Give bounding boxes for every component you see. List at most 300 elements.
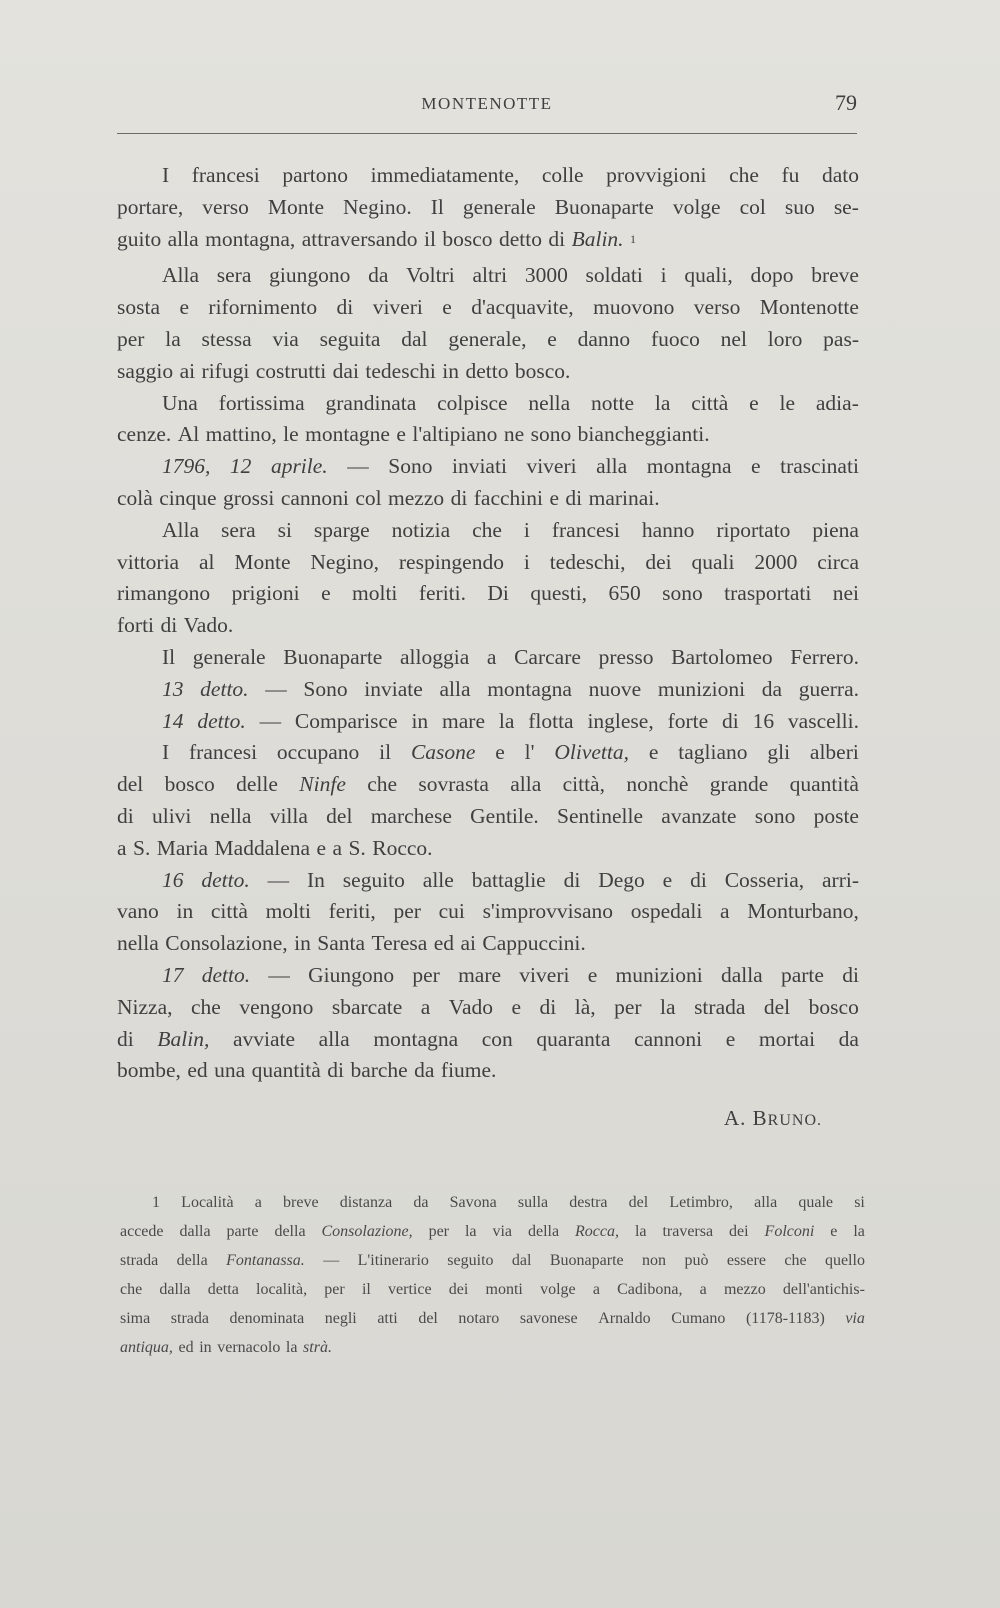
word: notizia: [391, 517, 451, 542]
word: Folconi: [764, 1223, 815, 1240]
word: molti: [352, 581, 398, 606]
word: montagna: [646, 454, 732, 479]
word: bombe,: [117, 1058, 181, 1083]
word: Cadibona,: [617, 1281, 683, 1298]
word: inviate: [364, 676, 423, 701]
word: montagna,: [205, 226, 296, 251]
word: di: [336, 295, 354, 320]
word: d'acquavite,: [471, 295, 574, 320]
word: Negino.: [343, 194, 412, 219]
word: per: [412, 962, 440, 987]
word: vano: [117, 899, 159, 924]
word: Alla: [162, 517, 200, 542]
word: fiume.: [440, 1058, 497, 1083]
text-line: [117, 356, 859, 388]
word: mezzo: [723, 1281, 766, 1298]
word: viveri: [519, 962, 570, 987]
word: Gentile.: [470, 803, 539, 828]
text-line: [117, 833, 859, 865]
word: molti: [265, 899, 311, 924]
word: —: [268, 962, 290, 987]
word: sulla: [517, 1194, 549, 1211]
word: detto.: [201, 962, 251, 987]
word: parte: [780, 962, 824, 987]
word: ed: [433, 931, 455, 956]
page-number: 79: [835, 90, 857, 115]
word: partono: [282, 163, 349, 187]
word: cinque: [159, 485, 217, 510]
word: quantità: [789, 772, 859, 797]
word: ulivi: [151, 803, 192, 828]
word: di: [565, 485, 583, 510]
word: monti: [485, 1281, 523, 1298]
word: mezzo: [388, 485, 445, 510]
word: denominata: [229, 1310, 305, 1327]
word: alla: [318, 1026, 350, 1051]
word: sbarcate: [331, 994, 403, 1019]
word: e: [587, 962, 598, 987]
word: alla: [754, 1194, 778, 1211]
word: Il: [162, 644, 176, 669]
word: della: [527, 1223, 560, 1240]
word: Maddalena: [214, 835, 311, 860]
word: questi,: [530, 581, 588, 606]
word: mare: [458, 962, 502, 987]
word: alla: [167, 226, 199, 251]
word: essere: [726, 1252, 766, 1269]
word: l'altipiano: [412, 422, 498, 447]
word: Dego: [598, 867, 645, 892]
word: biancheggianti.: [577, 422, 710, 447]
word: la: [654, 390, 671, 415]
footnote-line: [120, 1246, 865, 1275]
word: alberi: [809, 740, 859, 765]
word: accede: [120, 1223, 164, 1240]
word: sovrasta: [418, 772, 489, 797]
word: forti: [117, 613, 155, 638]
word: seguita: [319, 326, 381, 351]
word: quantità: [251, 1058, 321, 1083]
word: Di: [487, 581, 509, 606]
word: Voltri: [406, 263, 455, 288]
text-line: [117, 224, 859, 261]
word: via: [845, 1310, 865, 1327]
word: che: [729, 163, 759, 187]
word: Sono: [303, 676, 348, 701]
word: e: [396, 422, 406, 447]
body-text: [117, 160, 859, 1087]
word: Ninfe: [299, 772, 346, 797]
text-line: [117, 192, 859, 224]
word: detto.: [201, 867, 250, 892]
word: dei: [645, 549, 672, 574]
word: dalla: [179, 1223, 211, 1240]
word: Casone: [410, 740, 476, 765]
word: di: [563, 867, 581, 892]
word: Ferrero.: [790, 644, 859, 669]
word: 650: [608, 581, 641, 606]
word: a: [117, 835, 127, 860]
page-header: [117, 88, 857, 128]
word: per: [393, 899, 421, 924]
word: e: [749, 390, 759, 415]
word: fu: [781, 163, 800, 187]
word: suo: [784, 194, 815, 219]
word: dal: [511, 1252, 532, 1269]
word: di: [327, 1058, 344, 1083]
word: che: [784, 1252, 807, 1269]
word: montagne: [305, 422, 390, 447]
word: città: [691, 390, 729, 415]
text-line: [117, 737, 859, 769]
word: dopo: [750, 263, 794, 288]
word: bosco: [808, 994, 859, 1019]
word: piena: [812, 517, 859, 542]
word: strada: [694, 994, 746, 1019]
word: ospedali: [630, 899, 703, 924]
word: e: [725, 1026, 736, 1051]
word: notte: [591, 390, 635, 415]
word: in: [199, 1339, 212, 1356]
word: vernacolo: [217, 1339, 281, 1356]
text-line: [117, 483, 859, 515]
word: circa: [817, 549, 859, 574]
word: la: [498, 708, 515, 733]
word: Vado: [448, 994, 493, 1019]
word: montagna: [487, 676, 572, 701]
text-line: [117, 451, 859, 483]
word: si: [277, 517, 292, 542]
word: prigioni: [231, 581, 300, 606]
word: Vado.: [183, 613, 234, 638]
word: nei: [832, 581, 859, 606]
word: Rocca,: [575, 1223, 619, 1240]
word: Una: [162, 390, 198, 415]
word: il: [423, 226, 436, 251]
word: 2000: [754, 549, 798, 574]
word: inglese,: [587, 708, 654, 733]
word: —: [347, 454, 369, 479]
word: ai: [460, 931, 476, 956]
word: e: [751, 454, 761, 479]
word: s'improvvisano: [482, 899, 614, 924]
text-line: [117, 992, 859, 1024]
word: Sono: [388, 454, 433, 479]
word: Giungono: [308, 962, 395, 987]
word: da: [413, 1194, 429, 1211]
word: e: [511, 994, 522, 1019]
word: 13: [162, 676, 184, 701]
word: alla: [510, 772, 542, 797]
word: Il: [430, 194, 444, 219]
text-line: [117, 324, 859, 356]
word: munizioni: [615, 962, 703, 987]
word: ne: [503, 422, 525, 447]
text-line: [117, 801, 859, 833]
word: di: [117, 1026, 134, 1051]
footnote-line: [120, 1188, 865, 1217]
word: provvigioni: [606, 163, 707, 187]
word: là,: [574, 994, 596, 1019]
word: arri-: [822, 867, 859, 892]
word: vascelli.: [787, 708, 859, 733]
word: della: [274, 1223, 306, 1240]
word: Negino,: [310, 549, 380, 574]
word: altri: [472, 263, 508, 288]
word: a: [720, 899, 730, 924]
word: battaglie: [471, 867, 546, 892]
word: il: [361, 1281, 371, 1298]
word: inviati: [451, 454, 507, 479]
word: a: [486, 644, 497, 669]
word: a: [254, 1194, 262, 1211]
word: presso: [598, 644, 654, 669]
word: quello: [824, 1252, 865, 1269]
word: Al: [177, 422, 200, 447]
word: località,: [256, 1281, 308, 1298]
word: distanza: [339, 1194, 393, 1211]
text-line: [117, 260, 859, 292]
word: mare: [442, 708, 485, 733]
word: seguito: [342, 867, 405, 892]
signature: [117, 1106, 822, 1131]
word: che: [472, 517, 502, 542]
word: non: [642, 1252, 667, 1269]
word: il: [379, 740, 392, 765]
word: barche: [350, 1058, 408, 1083]
word: generale: [462, 194, 536, 219]
word: —: [267, 867, 290, 892]
word: quale: [798, 1194, 834, 1211]
word: Fontanassa.: [226, 1252, 305, 1269]
word: gli: [767, 740, 791, 765]
word: S.: [132, 835, 151, 860]
word: Nizza,: [117, 994, 173, 1019]
word: fortissima: [218, 390, 305, 415]
word: immediatamente,: [370, 163, 520, 187]
word: sera: [216, 263, 252, 288]
word: colà: [117, 485, 153, 510]
word: che: [367, 772, 398, 797]
footnote-ref: 1: [630, 231, 636, 246]
word: la: [660, 994, 676, 1019]
text-line: [117, 547, 859, 579]
word: a: [332, 835, 343, 860]
word: di: [842, 962, 859, 987]
word: 1796,: [162, 454, 211, 479]
word: l': [524, 740, 535, 765]
word: del: [628, 1194, 649, 1211]
word: I: [162, 740, 170, 765]
word: tedeschi: [365, 358, 436, 383]
word: città: [210, 899, 248, 924]
word: Buonaparte: [549, 1252, 624, 1269]
word: per: [117, 326, 145, 351]
word: e: [547, 326, 557, 351]
text-line: [117, 642, 859, 674]
word: da: [368, 263, 389, 288]
word: Olivetta,: [554, 740, 630, 765]
word: guito: [117, 226, 162, 251]
word: munizioni: [657, 676, 746, 701]
word: la: [634, 1223, 647, 1240]
word: Maria: [156, 835, 209, 860]
word: verso: [202, 194, 249, 219]
word: vertice: [388, 1281, 432, 1298]
word: Monte: [234, 549, 291, 574]
word: ed: [187, 1058, 208, 1083]
word: nuove: [588, 676, 642, 701]
word: portare,: [117, 194, 184, 219]
word: alle: [422, 867, 454, 892]
word: di: [117, 803, 134, 828]
word: e: [442, 295, 452, 320]
word: notaro: [458, 1310, 500, 1327]
word: trasportati: [724, 581, 812, 606]
word: cannoni: [634, 1026, 703, 1051]
word: soldati: [585, 263, 643, 288]
word: di: [450, 485, 468, 510]
word: tedeschi,: [549, 549, 626, 574]
word: per: [324, 1281, 345, 1298]
word: col: [739, 194, 766, 219]
text-line: [117, 419, 859, 451]
word: Carcare: [514, 644, 581, 669]
word: viveri: [372, 295, 423, 320]
word: Monte: [267, 194, 325, 219]
word: breve: [811, 263, 859, 288]
word: quali: [691, 549, 735, 574]
footnote-line: [120, 1304, 865, 1333]
word: forte: [667, 708, 709, 733]
text-line: [117, 160, 859, 192]
word: Balin.: [571, 226, 624, 251]
word: breve: [283, 1194, 319, 1211]
word: traversa: [662, 1223, 714, 1240]
word: le: [779, 390, 796, 415]
word: dato: [821, 163, 859, 187]
word: a: [420, 994, 431, 1019]
word: generale: [192, 644, 266, 669]
word: —: [259, 708, 282, 733]
word: Montenotte: [759, 295, 859, 320]
signature-rest: RUNO.: [767, 1112, 822, 1129]
text-line: [117, 674, 859, 706]
word: dei: [448, 1281, 469, 1298]
word: della: [176, 1252, 208, 1269]
word: detto: [498, 226, 542, 251]
word: dei: [729, 1223, 749, 1240]
word: strà.: [303, 1339, 332, 1356]
text-line: [117, 928, 859, 960]
word: detto.: [197, 708, 246, 733]
word: montagna: [373, 1026, 459, 1051]
word: generale,: [448, 326, 527, 351]
word: nella: [528, 390, 571, 415]
word: del: [326, 803, 353, 828]
word: pas-: [823, 326, 859, 351]
word: Santa: [317, 931, 366, 956]
word: in: [176, 899, 194, 924]
footnote-line: [120, 1275, 865, 1304]
running-head: MONTENOTTE: [421, 94, 553, 113]
word: marchese: [370, 803, 452, 828]
text-line: [117, 960, 859, 992]
text-line: [117, 388, 859, 420]
word: Monturbano,: [747, 899, 859, 924]
word: sono: [754, 803, 796, 828]
word: Savona: [449, 1194, 497, 1211]
word: la: [464, 1223, 477, 1240]
word: col: [355, 485, 382, 510]
word: colpisce: [437, 390, 508, 415]
word: trascinati: [780, 454, 859, 479]
word: da: [838, 1026, 859, 1051]
word: colle: [541, 163, 584, 187]
word: 3000: [524, 263, 568, 288]
text-line: [117, 865, 859, 897]
word: —: [265, 676, 287, 701]
word: dell'antichis-: [782, 1281, 865, 1298]
word: Buonaparte: [283, 644, 383, 669]
word: città,: [562, 772, 605, 797]
word: alla: [596, 454, 628, 479]
word: per: [614, 994, 642, 1019]
word: marinai.: [588, 485, 660, 510]
word: Cappuccini.: [482, 931, 586, 956]
word: Letimbro,: [669, 1194, 733, 1211]
word: aprile.: [270, 454, 328, 479]
word: vengono: [239, 994, 314, 1019]
word: in: [294, 931, 311, 956]
word: e: [662, 867, 673, 892]
word: In: [307, 867, 325, 892]
word: Bartolomeo: [671, 644, 773, 669]
word: sima: [120, 1310, 151, 1327]
word: se-: [833, 194, 859, 219]
word: stessa: [201, 326, 252, 351]
word: Cumano: [671, 1310, 726, 1327]
word: 16: [162, 867, 184, 892]
word: detta: [207, 1281, 239, 1298]
word: destra: [569, 1194, 608, 1211]
word: dal: [401, 326, 428, 351]
word: feriti,: [328, 899, 376, 924]
footnote-line: [120, 1217, 865, 1246]
word: hanno: [641, 517, 695, 542]
word: saggio: [117, 358, 174, 383]
word: nella: [209, 803, 252, 828]
word: a: [592, 1281, 600, 1298]
word: che: [191, 994, 221, 1019]
word: grossi: [223, 485, 275, 510]
word: danno: [577, 326, 631, 351]
word: feriti.: [418, 581, 466, 606]
word: sono: [662, 581, 703, 606]
word: avanzate: [661, 803, 737, 828]
word: detto: [465, 358, 509, 383]
word: i: [523, 517, 530, 542]
text-line: [117, 292, 859, 324]
text-line: [117, 769, 859, 801]
word: 1: [152, 1194, 160, 1211]
word: Comparisce: [294, 708, 398, 733]
word: costrutti: [255, 358, 327, 383]
word: che: [120, 1281, 143, 1298]
word: la: [165, 326, 181, 351]
word: sono: [530, 422, 572, 447]
word: detto.: [200, 676, 249, 701]
